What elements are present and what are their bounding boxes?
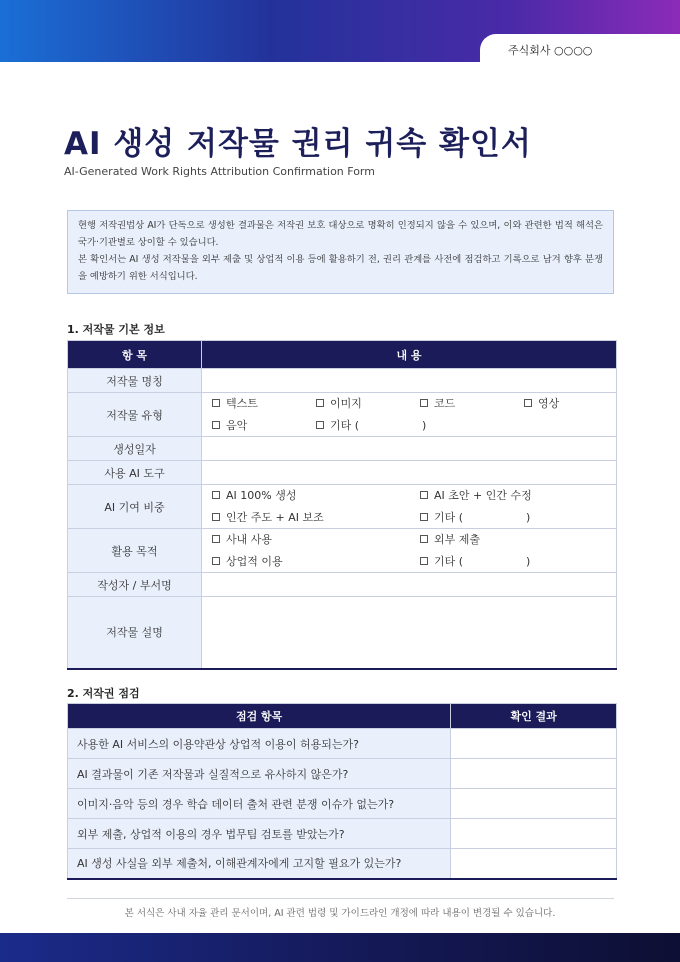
checkbox-code[interactable]: 코드: [420, 394, 524, 414]
work-name-field[interactable]: [202, 369, 617, 393]
check-result-header: 확인 결과: [451, 704, 617, 729]
footer-divider: [67, 898, 614, 899]
footer-banner: [0, 933, 680, 962]
work-type-options: [202, 393, 617, 437]
checkbox-other[interactable]: 기타 ( ): [316, 416, 604, 436]
row-label-ratio: AI 기여 비중: [68, 485, 202, 529]
checkbox-icon: [316, 421, 324, 429]
checkbox-icon: [316, 399, 324, 407]
notice-box: [67, 210, 614, 294]
company-name: 주식회사 ○○○○: [508, 44, 593, 57]
footer-note: 본 서식은 사내 자율 관리 문서이며, AI 관련 법령 및 가이드라인 개정에 따라 내용이 변경될 수 있습니다.: [124, 908, 556, 919]
checkbox-icon: [420, 535, 428, 543]
description-field[interactable]: [202, 597, 617, 669]
check-result-2[interactable]: [451, 759, 617, 789]
checkbox-image[interactable]: 이미지: [316, 394, 420, 414]
row-label-purpose: 활용 목적: [68, 529, 202, 573]
checkbox-commercial[interactable]: 상업적 이용: [212, 552, 420, 572]
ai-tool-field[interactable]: [202, 461, 617, 485]
purpose-options: [202, 529, 617, 573]
checkbox-ai-draft[interactable]: AI 초안 + 인간 수정: [420, 486, 604, 506]
check-result-5[interactable]: [451, 849, 617, 879]
check-item-5: AI 생성 사실을 외부 제출처, 이해관계자에게 고지할 필요가 있는가?: [68, 849, 451, 879]
section2-title: 2. 저작권 점검: [67, 687, 140, 700]
row-label-type: 저작물 유형: [68, 393, 202, 437]
checkbox-icon: [212, 491, 220, 499]
checkbox-ai-full[interactable]: AI 100% 생성: [212, 486, 420, 506]
row-label-author: 작성자 / 부서명: [68, 573, 202, 597]
checkbox-icon: [212, 557, 220, 565]
check-result-4[interactable]: [451, 819, 617, 849]
checkbox-external[interactable]: 외부 제출: [420, 530, 604, 550]
checkbox-internal[interactable]: 사내 사용: [212, 530, 420, 550]
checkbox-text[interactable]: 텍스트: [212, 394, 316, 414]
page-subtitle: AI-Generated Work Rights Attribution Confirmation Form: [64, 165, 375, 178]
checkbox-icon: [420, 513, 428, 521]
basic-info-table: [67, 340, 617, 670]
check-item-2: AI 결과물이 기존 저작물과 실질적으로 유사하지 않은가?: [68, 759, 451, 789]
creation-date-field[interactable]: [202, 437, 617, 461]
company-tab: [480, 34, 680, 64]
col-content-header: 내 용: [202, 341, 617, 369]
page-title: AI 생성 저작물 권리 귀속 확인서: [64, 126, 532, 162]
checkbox-icon: [420, 557, 428, 565]
checkbox-icon: [212, 513, 220, 521]
checkbox-music[interactable]: 음악: [212, 416, 316, 436]
checkbox-icon: [420, 399, 428, 407]
check-item-4: 외부 제출, 상업적 이용의 경우 법무팀 검토를 받았는가?: [68, 819, 451, 849]
checkbox-icon: [212, 421, 220, 429]
checkbox-video[interactable]: 영상: [524, 394, 604, 414]
section1-title: 1. 저작물 기본 정보: [67, 323, 165, 336]
checkbox-ratio-other[interactable]: 기타 ( ): [420, 508, 604, 528]
row-label-name: 저작물 명칭: [68, 369, 202, 393]
row-label-tool: 사용 AI 도구: [68, 461, 202, 485]
col-item-header: 항 목: [68, 341, 202, 369]
check-item-1: 사용한 AI 서비스의 이용약관상 상업적 이용이 허용되는가?: [68, 729, 451, 759]
ai-ratio-options: [202, 485, 617, 529]
checkbox-human-led[interactable]: 인간 주도 + AI 보조: [212, 508, 420, 528]
author-field[interactable]: [202, 573, 617, 597]
notice-line-2: 본 확인서는 AI 생성 저작물을 외부 제출 및 상업적 이용 등에 활용하기 전, 권리 관계를 사전에 점검하고 기록으로 남겨 향후 분쟁을 예방하기 위한 서식입니다.: [78, 254, 603, 282]
row-label-date: 생성일자: [68, 437, 202, 461]
check-result-3[interactable]: [451, 789, 617, 819]
check-item-header: 점검 항목: [68, 704, 451, 729]
checkbox-icon: [420, 491, 428, 499]
check-item-3: 이미지·음악 등의 경우 학습 데이터 출처 관련 분쟁 이슈가 없는가?: [68, 789, 451, 819]
copyright-check-table: [67, 703, 617, 880]
checkbox-icon: [524, 399, 532, 407]
notice-line-1: 현행 저작권법상 AI가 단독으로 생성한 결과물은 저작권 보호 대상으로 명확히 인정되지 않을 수 있으며, 이와 관련한 법적 해석은 국가·기관별로 상이할 수 있습니다.: [78, 220, 603, 248]
checkbox-icon: [212, 399, 220, 407]
row-label-desc: 저작물 설명: [68, 597, 202, 669]
check-result-1[interactable]: [451, 729, 617, 759]
checkbox-icon: [212, 535, 220, 543]
checkbox-purpose-other[interactable]: 기타 ( ): [420, 552, 604, 572]
